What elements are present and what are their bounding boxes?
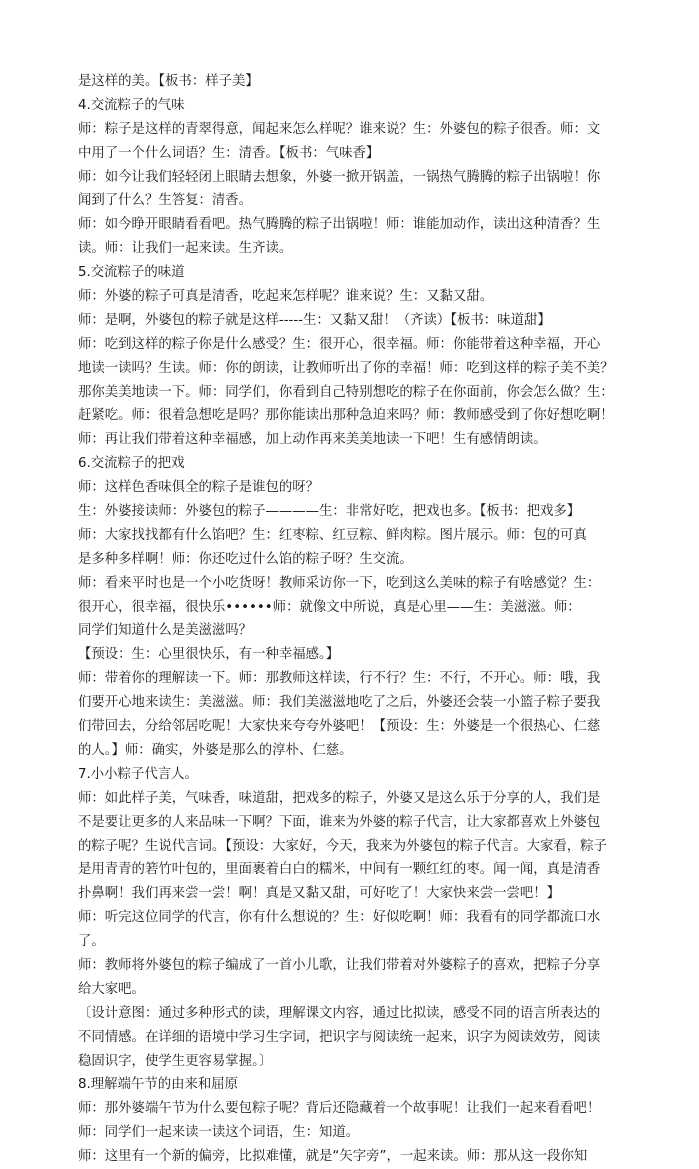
- text-line: 中用了一个什么词语？生：清香。【板书：气味香】: [78, 145, 380, 161]
- section-heading: 6.交流粽子的把戏: [78, 456, 185, 472]
- text-line: 不是要让更多的人来品味一下啊？下面，谁来为外婆的粽子代言，让大家都喜欢上外婆包: [78, 814, 601, 830]
- text-line: 师：吃到这样的粽子你是什么感受？生：很开心，很幸福。师：你能带着这种幸福，开心: [78, 336, 601, 352]
- text-line: 同学们知道什么是美滋滋吗？: [78, 623, 253, 639]
- text-line: 师：如此样子美，气味香，味道甜，把戏多的粽子，外婆又是这么乐于分享的人，我们是: [78, 790, 601, 806]
- text-line: 赶紧吃。师：很着急想吃是吗？那你能读出那种急迫来吗？师：教师感受到了你好想吃啊！: [78, 408, 614, 424]
- text-line: 是用青青的箬竹叶包的，里面裹着白白的糯米，中间有一颗红红的枣。闻一闻，真是清香: [78, 862, 601, 878]
- section-heading: 5.交流粽子的味道: [78, 265, 185, 281]
- text-line: 师：是啊，外婆包的粽子就是这样-----生：又黏又甜！（齐读）【板书：味道甜】: [78, 312, 551, 328]
- text-line: 师：粽子是这样的青翠得意，闻起来怎么样呢？谁来说？生：外婆包的粽子很香。师：文: [78, 121, 601, 137]
- text-line: 师：听完这位同学的代言，你有什么想说的？生：好似吃啊！师：我看有的同学都流口水: [78, 910, 601, 926]
- text-line: 师：再让我们带着这种幸福感，加上动作再来美美地读一下吧！生有感情朗读。: [78, 432, 547, 448]
- text-line: 的人。】师：确实，外婆是那么的淳朴、仁慈。: [78, 742, 353, 758]
- section-heading: 4.交流粽子的气味: [78, 97, 185, 113]
- text-line: 师：如今让我们轻轻闭上眼睛去想象，外婆一掀开锅盖，一锅热气腾腾的粽子出锅啦！你: [78, 169, 601, 185]
- text-line: 师：教师将外婆包的粽子编成了一首小儿歌，让我们带着对外婆粽子的喜欢，把粽子分享: [78, 957, 601, 973]
- text-line: 师：这里有一个新的偏旁，比拟难懂，就是“矢字旁”，一起来读。师：那从这一段你知: [78, 1149, 588, 1165]
- text-line: 给大家吧。: [78, 981, 145, 997]
- section-heading: 8.理解端午节的由来和屈原: [78, 1077, 239, 1093]
- text-line: 是多种多样啊！师：你还吃过什么馅的粽子呀？生交流。: [78, 551, 413, 567]
- text-line: 扑鼻啊！我们再来尝一尝！啊！真是又黏又甜，可好吃了！大家快来尝一尝吧！】: [78, 886, 561, 902]
- text-line: 师：这样色香味俱全的粽子是谁包的呀？: [78, 480, 320, 496]
- text-line: 们带回去，分给邻居吃呢！大家快来夸夸外婆吧！【预设：生：外婆是一个很热心、仁慈: [78, 719, 601, 735]
- section-heading: 7.小小粽子代言人。: [78, 766, 198, 782]
- text-line: 生：外婆接读师：外婆包的粽子————生：非常好吃，把戏也多。【板书：把戏多】: [78, 504, 581, 520]
- text-line: 稳固识字，使学生更容易掌握。〕: [78, 1053, 273, 1069]
- document-page: [78, 70, 630, 1169]
- text-line: 的粽子呢？生说代言词。【预设：大家好，今天，我来为外婆包的粽子代言。大家看，粽子: [78, 838, 607, 854]
- text-line: 不同情感。在详细的语境中学习生字词，把识字与阅读统一起来，识字为阅读效劳，阅读: [78, 1029, 601, 1045]
- text-line: 闻到了什么？生答复：清香。: [78, 193, 253, 209]
- text-line: 师：带着你的理解读一下。师：那教师这样读，行不行？生：不行，不开心。师：哦，我: [78, 671, 601, 687]
- text-line: 师：如今睁开眼睛看看吧。热气腾腾的粽子出锅啦！师：谁能加动作，读出这种清香？生: [78, 217, 601, 233]
- text-line: 师：大家找找都有什么馅吧？生：红枣粽、红豆粽、鲜肉粽。图片展示。师：包的可真: [78, 527, 587, 543]
- text-line: 是这样的美。【板书：样子美】: [78, 74, 259, 89]
- text-line: 师：同学们一起来读一读这个词语，生：知道。: [78, 1125, 360, 1141]
- text-line: 读。师：让我们一起来读。生齐读。: [78, 241, 293, 257]
- text-line: 【预设：生：心里很快乐，有一种幸福感。】: [78, 647, 340, 663]
- text-line: 师：外婆的粽子可真是清香，吃起来怎样呢？谁来说？生：又黏又甜。: [78, 289, 494, 305]
- text-line: 那你美美地读一下。师：同学们，你看到自己特别想吃的粽子在你面前，你会怎么做？生：: [78, 384, 614, 400]
- text-line: 师：看来平时也是一个小吃货呀！教师采访你一下，吃到这么美味的粽子有啥感觉？生：: [78, 575, 601, 591]
- text-line: 了。: [78, 934, 105, 950]
- text-line: 很开心，很幸福，很快乐••••••师：就像文中所说，真是心里——生：美滋滋。师：: [78, 599, 581, 615]
- text-line: 〔设计意图：通过多种形式的读，理解课文内容，通过比拟读，感受不同的语言所表达的: [78, 1005, 601, 1021]
- text-line: 师：那外婆端午节为什么要包粽子呢？背后还隐藏着一个故事呢！让我们一起来看看吧！: [78, 1101, 601, 1117]
- text-line: 地读一读吗？生读。师：你的朗读，让教师听出了你的幸福！师：吃到这样的粽子美不美？: [78, 360, 614, 376]
- text-line: 们要开心地来读生：美滋滋。师：我们美滋滋地吃了之后，外婆还会装一小篮子粽子要我: [78, 695, 601, 711]
